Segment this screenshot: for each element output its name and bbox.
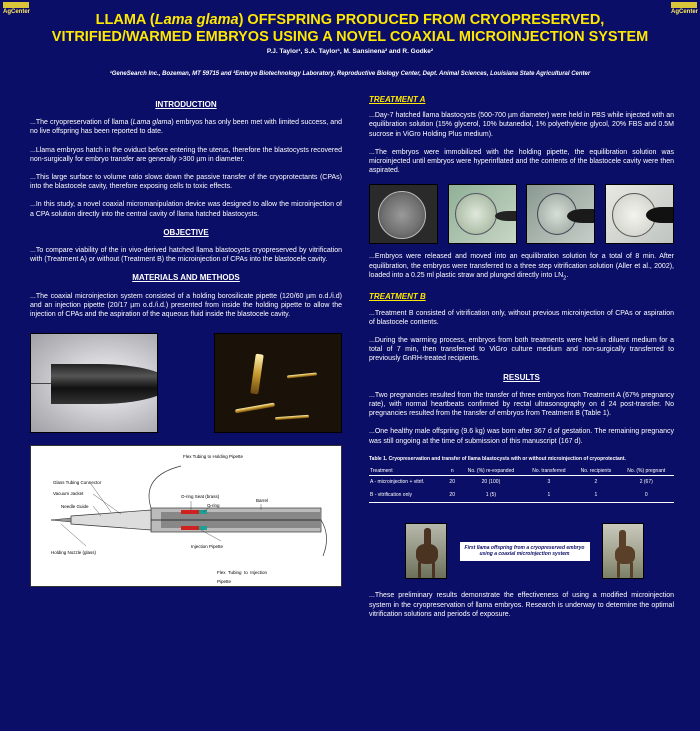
micromanipulation-device-photo: [214, 333, 342, 433]
table-header-row: [369, 467, 674, 476]
label-holding-nozzle: Holding Nozzle (glass): [51, 550, 97, 556]
embryo-photo-4: [605, 184, 674, 244]
table-cell: 20 (100): [481, 479, 501, 486]
holding-pipette-photo: [30, 333, 158, 433]
agcenter-logo-right: [671, 2, 697, 18]
table-cell: 1: [524, 489, 573, 503]
label-barrel: Barrel: [256, 498, 269, 504]
intro-paragraph: ...The cryopreservation of llama (Lama glama) embryos has only been met with limited success, and no live offspring has been reported to date.: [30, 119, 342, 136]
treatment-a-paragraph: ...Embryos were released and moved into an equilibration solution for a total of 8 min. After equilibration, the embryos were transferred to a three step vitrification solution (Aller et al., 2002), loaded into a 0.25 ml plastic straw and plunged directly into $LN_2$.: [369, 253, 674, 282]
label-flex-holding: Flex Tubing to Holding Pipette: [183, 454, 244, 460]
embryo-photo-strip: [369, 184, 674, 244]
methods-paragraph: ...The coaxial microinjection system consisted of a holding borosilicate pipette (120/60 µm o.d./i.d) and an injection pipette (20/17 µm o.d./i.d.) presented from inside the holding pipette to allow the injection of CPAs and the aspiration of the aqueous fluid inside the blastocele cavity.: [30, 292, 342, 319]
table-cell: 2 (67): [639, 479, 653, 486]
logo-text: AgCenter: [671, 9, 699, 15]
coaxial-system-diagram: [30, 445, 342, 587]
table-cell: 20: [449, 479, 455, 486]
table-row: [369, 489, 674, 503]
objective-paragraph: ...To compare viability of the in vivo-derived hatched llama blastocysts cryopreserved by vitrification with (Treatment A) or without (Treatment B) the microinjection of CPAs into the blastocele cavity.: [30, 247, 342, 264]
table-cell: 3: [547, 479, 551, 486]
label-injection-pipette: Injection Pipette: [191, 544, 224, 550]
table-cell: 2: [594, 479, 598, 486]
offspring-figure: [405, 523, 644, 579]
table-header: No. (%) pregnant: [618, 467, 674, 476]
treatment-a-paragraph: ...Day-7 hatched llama blastocysts (500-700 µm diameter) were held in PBS while injected with an equilibration solution (15% glycerol, 10% butanediol, 1% polyethylene glycol, 20% FBS and 0.5M sucrose in ViGro Holding Plus medium).: [369, 112, 674, 138]
conclusion-paragraph: ...These preliminary results demonstrate the effectiveness of using a modified microinjection system in the cryopreservation of llama embryos. Research is underway to determine the optimal vitrification solutions and periods of exposure.: [369, 592, 674, 618]
label-needle-guide: Needle Guide: [61, 504, 89, 510]
table-cell: A - microinjection + vitrif.: [370, 479, 425, 486]
table-cell: 1: [573, 489, 618, 503]
intro-paragraph: ...This large surface to volume ratio slows down the passive transfer of the cryoprotectants (CPAs) into the blastocele cavity, therefore exposing cells to toxic effects.: [30, 174, 342, 191]
treatment-b-paragraph: ...Treatment B consisted of vitrification only, without previous microinjection of CPAs or aspiration of blastocele contents.: [369, 309, 674, 326]
embryo-photo-1: [369, 184, 438, 244]
treatment-b-paragraph: ...During the warming process, embryos from both treatments were held in diluent medium for a total of 7 min, then transferred to ViGro culture medium and non-surgically transferred to previously GnRH-treated recipients.: [369, 337, 674, 363]
table-header: Treatment: [369, 467, 447, 476]
embryo-photo-2: [448, 184, 517, 244]
results-paragraph: ...Two pregnancies resulted from the transfer of three embryos from Treatment A (67% pregnancy rate), with normal heartbeats confirmed by rectal ultrasonography on d 24 post-transfer. No pregnancies resulted from the transfer of embryos from Treatment B (Table 1).: [369, 391, 674, 418]
introduction-heading: INTRODUCTION: [155, 100, 217, 109]
authors: P.J. Taylor¹, S.A. Taylor¹, M. Sansinena² and R. Godke²: [266, 48, 434, 55]
table-header: n: [447, 467, 457, 476]
treatment-b-heading: TREATMENT B: [369, 292, 426, 302]
table-header: No. recipients: [573, 467, 618, 476]
label-vacuum-jacket: Vacuum Jacket: [53, 491, 84, 497]
table-header: No. (%) re-expanded: [457, 467, 524, 476]
label-oring: O-ring: [207, 503, 220, 509]
offspring-caption: First llama offspring from a cryopreserved embryo using a coaxial microinjection system: [460, 542, 590, 561]
treatment-a-heading: TREATMENT A: [369, 95, 426, 104]
poster-title: LLAMA (Lama glama) OFFSPRING PRODUCED FROM CRYOPRESERVED, VITRIFIED/WARMED EMBRYOS USING A NOVEL COAXIAL MICROINJECTION SYSTEM: [51, 12, 649, 45]
embryo-photo-3: [526, 184, 595, 244]
results-paragraph: ...One healthy male offspring (9.6 kg) was born after 367 d of gestation. The remaining pregnancy was still ongoing at the time of submission of this manuscript (167 d).: [369, 428, 674, 445]
table-cell: B - vitrification only: [369, 489, 447, 503]
results-table: [369, 467, 674, 503]
intro-paragraph: ...Llama embryos hatch in the oviduct before entering the uterus, therefore the blastocysts recovered non-surgically for embryo transfer are generally >300 µm in diameter.: [30, 146, 342, 163]
treatment-a-paragraph: ...The embryos were immobilized with the holding pipette, the equilibration solution was microinjected until embryos were hyperinflated and the contents of the blastocele cavity were then aspirated.: [369, 148, 674, 175]
intro-paragraph: ...In this study, a novel coaxial micromanipulation device was designed to allow the microinjection of a CPA solution directly into the central cavity of llama hatched blastocysts.: [30, 201, 342, 218]
label-flex-injection: Flex Tubing to Injection Pipette: [217, 570, 267, 585]
device-photos: [30, 333, 342, 433]
table-cell: 20: [447, 489, 457, 503]
methods-heading: MATERIALS AND METHODS: [132, 273, 240, 283]
table-cell: 1 (5): [457, 489, 524, 503]
results-heading: RESULTS: [503, 372, 540, 382]
llama-photo-1: [405, 523, 447, 579]
table-cell: 0: [618, 489, 674, 503]
agcenter-logo-left: [3, 2, 29, 18]
llama-photo-2: [602, 523, 644, 579]
table-header: No. transferred: [524, 467, 573, 476]
affiliation: ¹GeneSearch Inc., Bozeman, MT 59715 and ²Embryo Biotechnology Laboratory, Reproductive Biology Center, Dept. Animal Sciences, Louisiana State Agricultural Center: [109, 71, 591, 77]
logo-text: AgCenter: [3, 9, 31, 15]
table-row: [369, 476, 674, 490]
label-glass-connector: Glass Tubing Connector: [53, 480, 102, 486]
table-caption: Table 1. Cryopreservation and transfer of llama blastocysts with or without microinjection of cryoprotectant.: [369, 455, 626, 462]
label-oring-seat: O-ring Seat (brass): [181, 494, 220, 500]
right-column: [369, 95, 674, 628]
objective-heading: OBJECTIVE: [163, 227, 209, 237]
left-column: [30, 95, 342, 587]
